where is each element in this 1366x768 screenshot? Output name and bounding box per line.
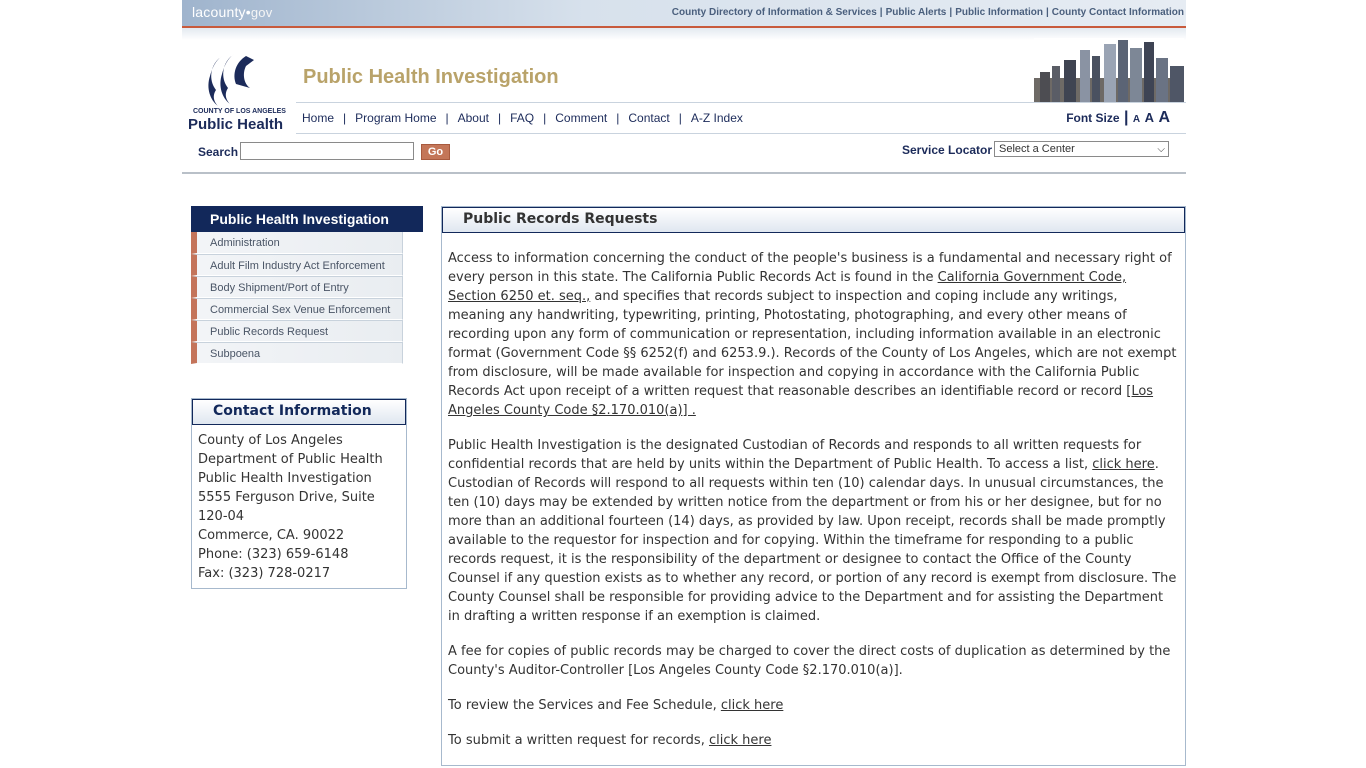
contact-line: Department of Public Health (198, 452, 383, 467)
fee-schedule-link[interactable]: click here (720, 698, 784, 713)
contact-details (192, 425, 406, 583)
font-size-medium-button[interactable]: A (1144, 110, 1154, 125)
paragraph-4: To review the Services and Fee Schedule, click here (448, 698, 784, 713)
contact-title: Contact Information (192, 399, 406, 425)
nav-home[interactable]: Home (302, 111, 335, 125)
nav-contact[interactable]: Contact (628, 111, 670, 125)
city-skyline-icon (1034, 38, 1184, 102)
contact-fax: Fax: (323) 728-0217 (198, 566, 331, 581)
main-nav: Home | Program Home | About | FAQ | Comment | Contact | A-Z Index (302, 111, 743, 125)
sidebar-item-commercial-sex-venue[interactable]: Commercial Sex Venue Enforcement (191, 298, 403, 320)
header-divider (182, 172, 1186, 174)
lacounty-logo[interactable] (192, 4, 272, 20)
search-go-button[interactable]: Go (421, 144, 450, 160)
search-label: Search (198, 145, 239, 159)
paragraph-2: Public Health Investigation is the designated Custodian of Records and responds to all written requests for confidential records that are held by units within the Department of Public Health. To access a list, click here. Custodian of Records will respond to all requests within ten (10) calendar days. In unusual circumstances, the ten (10) days may be extended by written notice from the department or from his or her designee, but for no more than an additional fourteen (14) days, as provided by law. Upon receipt, records shall be made promptly available to the requestor for inspection and for copying. Within the timeframe for responding to a public records request, it is the responsibility of the department or designee to contact the Office of the County Counsel if any question exists as to whether any record, or portion of any record is exempt from disclosure. The County Counsel shall be responsible for providing advice to the Department and for assisting the Department in drafting a written response if an exemption is claimed. (448, 438, 1177, 624)
sidebar-menu (191, 232, 403, 364)
nav-program-home[interactable]: Program Home (355, 111, 437, 125)
county-links: County Directory of Information & Services | Public Alerts | Public Information | County Contact Information (671, 7, 1184, 18)
content-body (442, 233, 1185, 750)
main-content (441, 206, 1186, 766)
paragraph-5: To submit a written request for records, click here (448, 733, 772, 748)
chevron-down-icon: ⌵ (1157, 144, 1165, 155)
search-input[interactable] (240, 142, 414, 160)
font-size-large-button[interactable]: A (1158, 109, 1170, 126)
paragraph-1: Access to information concerning the conduct of the people's business is a fundamental and necessary right of every person in this state. The California Public Records Act is found in the California Government Code, Section 6250 et. seq., and specifies that records subject to inspection and coping include any writings, meaning any handwriting, typewriting, printing, Photostating, photographing, and every other means of recording upon any form of communication or representation, including information available in an electronic format (Government Code §§ 6252(f) and 6253.9.). Records of the County of Los Angeles, which are not exempt from disclosure, will be made available for inspection and copying in accordance with the California Public Records Act upon receipt of a written request that reasonable describes an identifiable record or record [Los Angeles County Code §2.170.010(a)] . (448, 251, 1177, 418)
font-size-small-button[interactable]: A (1132, 114, 1141, 125)
nav-divider-bottom (296, 133, 1186, 134)
logo-county-text: COUNTY OF LOS ANGELES (193, 108, 286, 115)
nav-divider-top (296, 102, 1186, 103)
lacounty-logo-gov: gov (250, 5, 273, 20)
public-alerts-link[interactable]: Public Alerts (885, 7, 947, 18)
nav-about[interactable]: About (457, 111, 489, 125)
sidebar-item-body-shipment[interactable]: Body Shipment/Port of Entry (191, 276, 403, 298)
public-information-link[interactable]: Public Information (955, 7, 1043, 18)
contact-address: 5555 Ferguson Drive, Suite 120-04 (198, 490, 375, 524)
sidebar-item-administration[interactable]: Administration (191, 232, 403, 254)
contact-city: Commerce, CA. 90022 (198, 528, 345, 543)
nav-comment[interactable]: Comment (555, 111, 608, 125)
service-locator-select[interactable] (994, 141, 1169, 157)
sidebar-item-public-records[interactable]: Public Records Request (191, 320, 403, 342)
paragraph-3: A fee for copies of public records may be charged to cover the direct costs of duplication as determined by the County's Auditor-Controller [Los Angeles County Code §2.170.010(a)]. (448, 644, 1171, 678)
content-title: Public Records Requests (442, 207, 1185, 233)
sidebar-item-adult-film[interactable]: Adult Film Industry Act Enforcement (191, 254, 403, 276)
county-contact-link[interactable]: County Contact Information (1051, 7, 1184, 18)
sidebar-item-subpoena[interactable]: Subpoena (191, 342, 403, 364)
county-directory-link[interactable]: County Directory of Information & Services (671, 7, 877, 18)
records-list-link[interactable]: click here (1092, 457, 1155, 472)
service-locator-selected: Select a Center (999, 143, 1075, 155)
contact-phone: Phone: (323) 659-6148 (198, 547, 349, 562)
government-code-link[interactable]: California Government Code, Section 6250 et. seq., (448, 270, 1127, 304)
nav-az-index[interactable]: A-Z Index (690, 111, 743, 125)
submit-request-link[interactable]: click here (708, 733, 772, 748)
nav-faq[interactable]: FAQ (510, 111, 535, 125)
contact-line: Public Health Investigation (198, 471, 372, 486)
font-size-control: Font Size | A A A (1066, 109, 1170, 126)
county-code-link[interactable]: [Los Angeles County Code §2.170.010(a)] . (448, 384, 1154, 418)
sidebar-title[interactable]: Public Health Investigation (191, 206, 423, 232)
contact-panel (191, 398, 407, 589)
service-locator-label: Service Locator (902, 143, 993, 157)
logo-public-health-text: Public Health (188, 116, 284, 133)
lacounty-logo-text: lacounty (192, 4, 246, 20)
page-title: Public Health Investigation (303, 66, 559, 88)
font-size-label: Font Size (1066, 111, 1120, 125)
contact-line: County of Los Angeles (198, 433, 343, 448)
lacounty-logo-dot: • (245, 4, 251, 20)
